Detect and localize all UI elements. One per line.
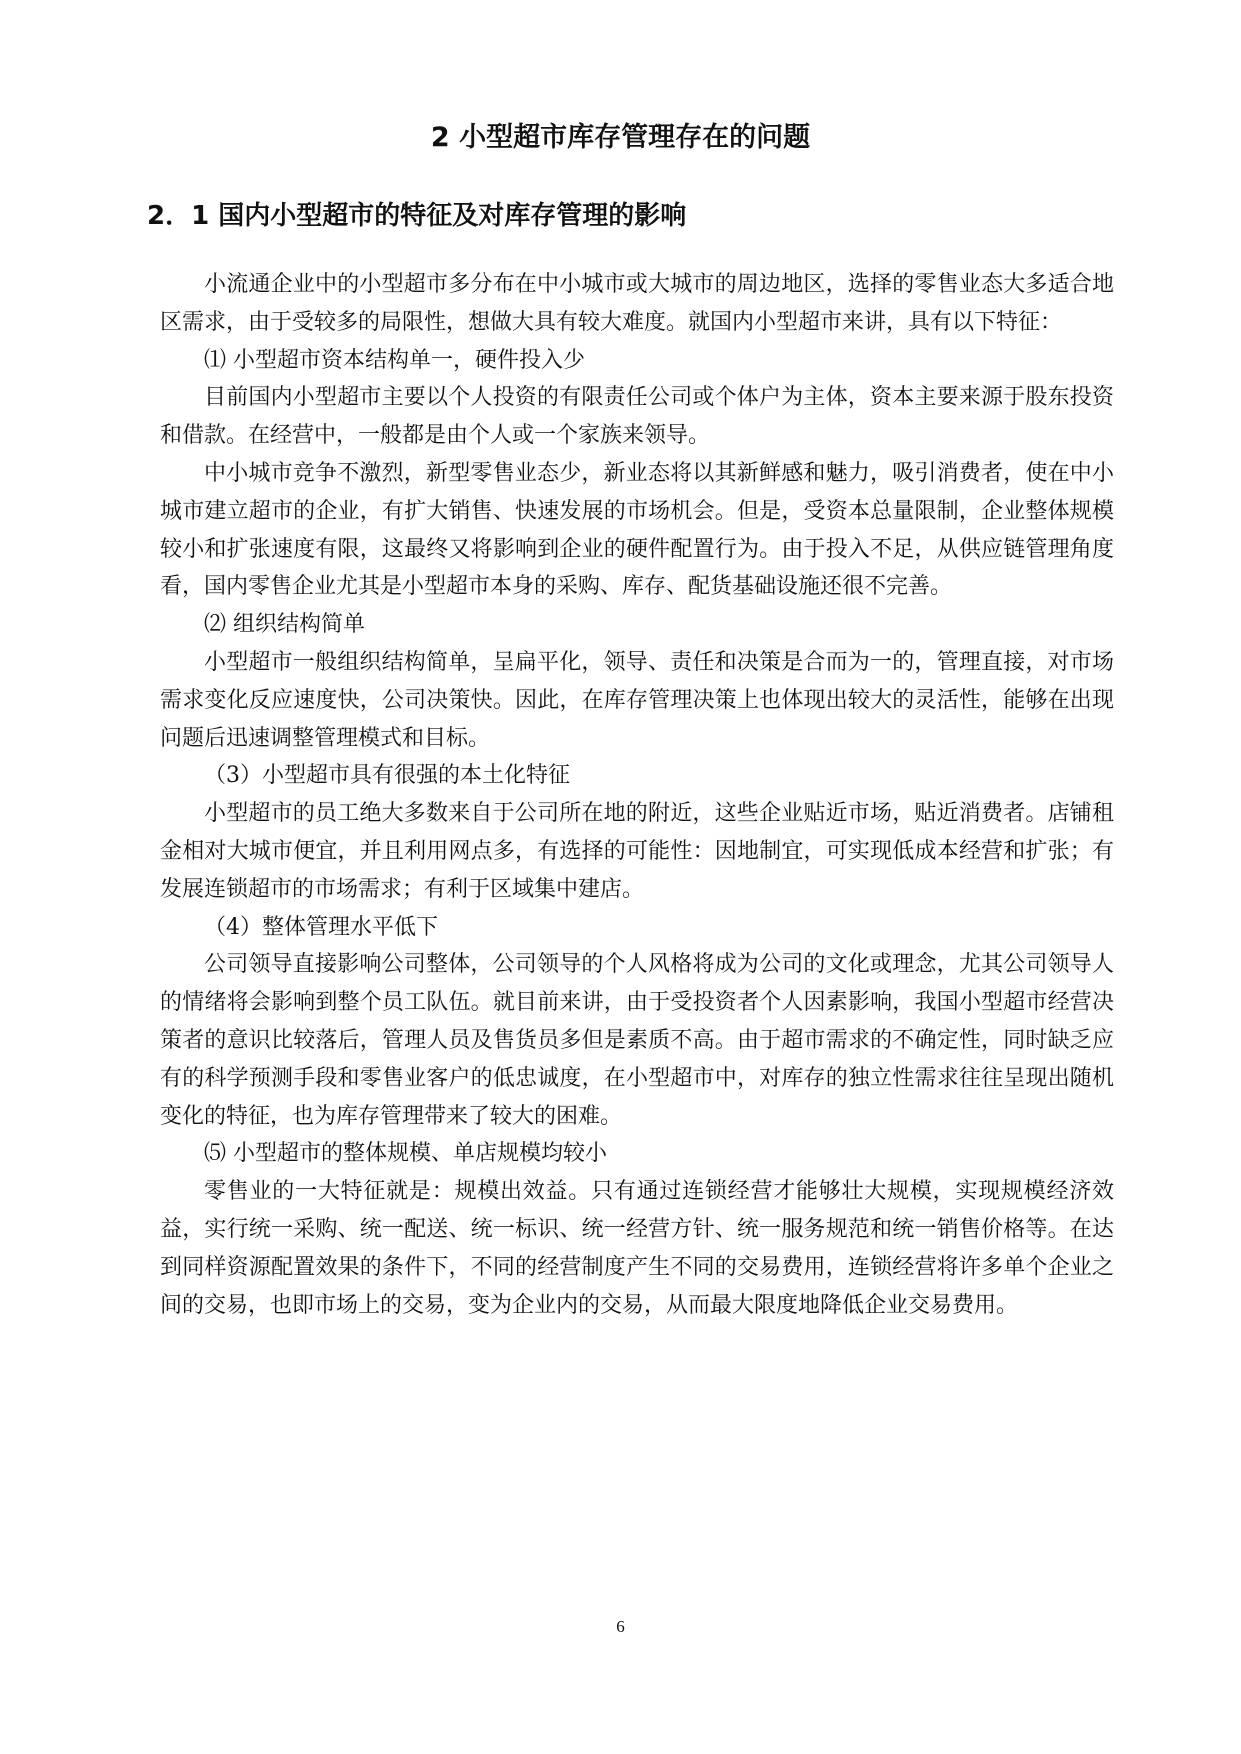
- paragraph: 公司领导直接影响公司整体，公司领导的个人风格将成为公司的文化或理念，尤其公司领导人的情绪将会影响到整个员工队伍。就目前来讲，由于受投资者个人因素影响，我国小型超市经营决策者的意识比较落后，管理人员及售货员多但是素质不高。由于超市需求的不确定性，同时缺乏应有的科学预测手段和零售业客户的低忠诚度，在小型超市中，对库存的独立性需求往往呈现出随机变化的特征，也为库存管理带来了较大的困难。: [160, 952, 1114, 1129]
- list-item-heading: ⑵ 组织结构简单: [204, 612, 365, 638]
- paragraph: 零售业的一大特征就是：规模出效益。只有通过连锁经营才能够壮大规模，实现规模经济效益，实行统一采购、统一配送、统一标识、统一经营方针、统一服务规范和统一销售价格等。在达到同样资源配置效果的条件下，不同的经营制度产生不同的交易费用，连锁经营将许多单个企业之间的交易，也即市场上的交易，变为企业内的交易，从而最大限度地降低企业交易费用。: [160, 1179, 1114, 1318]
- paragraph: 中小城市竞争不激烈，新型零售业态少，新业态将以其新鲜感和魅力，吸引消费者，使在中小城市建立超市的企业，有扩大销售、快速发展的市场机会。但是，受资本总量限制，企业整体规模较小和扩张速度有限，这最终又将影响到企业的硬件配置行为。由于投入不足，从供应链管理角度看，国内零售企业尤其是小型超市本身的采购、库存、配货基础设施还很不完善。: [160, 460, 1114, 600]
- page-number: 6: [616, 1617, 625, 1636]
- paragraph: 目前国内小型超市主要以个人投资的有限责任公司或个体户为主体，资本主要来源于股东投资和借款。在经营中，一般都是由个人或一个家族来领导。: [160, 385, 1114, 449]
- paragraph: 小流通企业中的小型超市多分布在中小城市或大城市的周边地区，选择的零售业态大多适合地区需求，由于受较多的局限性，想做大具有较大难度。就国内小型超市来讲，具有以下特征：: [160, 272, 1114, 335]
- list-item-heading: （3）小型超市具有很强的本土化特征: [204, 763, 570, 789]
- body-text: [160, 266, 1114, 1324]
- paragraph: 小型超市一般组织结构简单，呈扁平化，领导、责任和决策是合而为一的，管理直接，对市场需求变化反应速度快，公司决策快。因此，在库存管理决策上也体现出较大的灵活性，能够在出现问题后迅速调整管理模式和目标。: [160, 649, 1114, 751]
- list-item-heading: ⑴ 小型超市资本结构单一，硬件投入少: [204, 347, 585, 373]
- chapter-title: 2 小型超市库存管理存在的问题: [430, 122, 811, 153]
- section-title: 2．1 国内小型超市的特征及对库存管理的影响: [147, 201, 687, 231]
- paragraph: 小型超市的员工绝大多数来自于公司所在地的附近，这些企业贴近市场，贴近消费者。店铺租金相对大城市便宜，并且利用网点多，有选择的可能性：因地制宜，可实现低成本经营和扩张；有发展连锁超市的市场需求；有利于区域集中建店。: [160, 801, 1114, 902]
- list-item-heading: ⑸ 小型超市的整体规模、单店规模均较小: [204, 1141, 607, 1167]
- list-item-heading: （4）整体管理水平低下: [204, 914, 438, 940]
